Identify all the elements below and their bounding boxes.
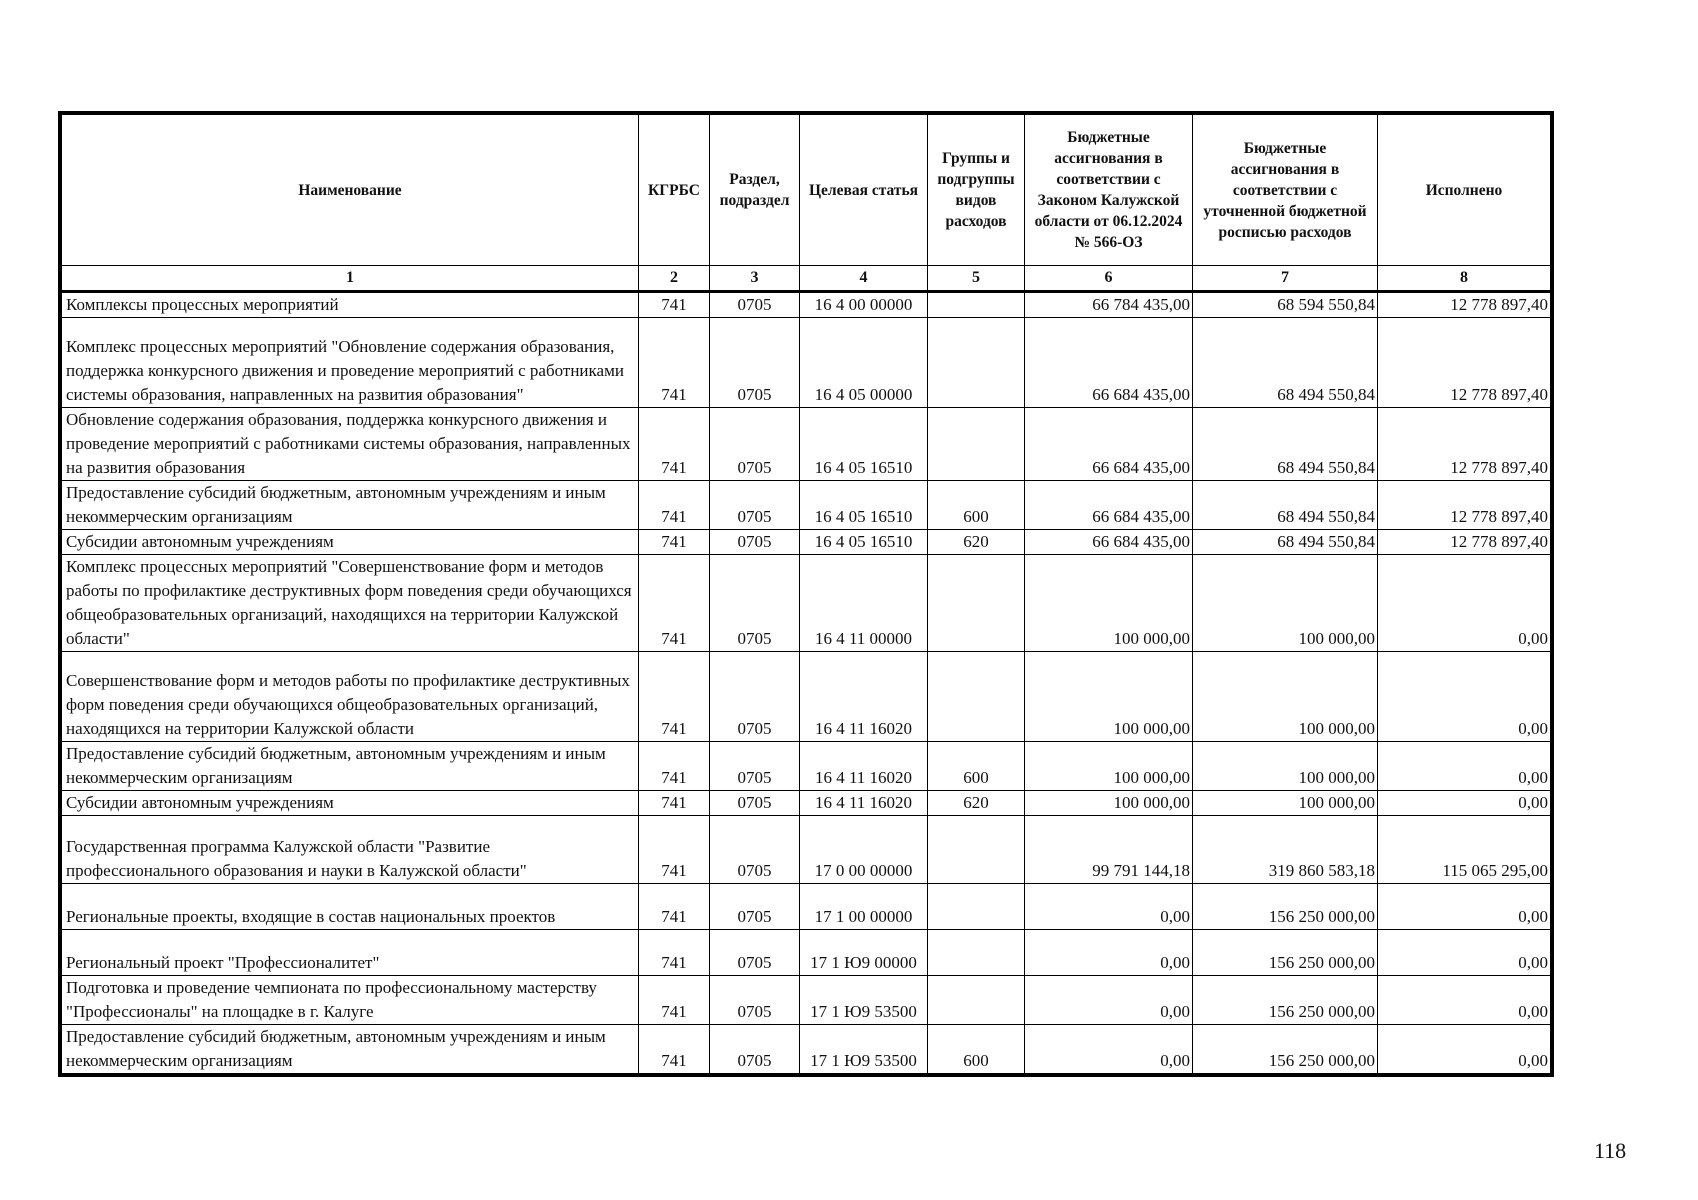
cell-name: Обновление содержания образования, поддержка конкурсного движения и проведение мероприятий с работниками системы образования, направленных на развития образования: [62, 408, 639, 481]
table-row: [62, 652, 1551, 742]
cell-executed: 12 778 897,40: [1378, 408, 1551, 481]
cell-section: 0705: [710, 930, 800, 976]
cell-expense-type: [928, 930, 1025, 976]
cell-law-allocation: 0,00: [1025, 884, 1193, 930]
cell-executed: 115 065 295,00: [1378, 816, 1551, 884]
cell-target-article: 16 4 05 00000: [800, 318, 928, 408]
column-number: 6: [1025, 266, 1193, 292]
cell-section: 0705: [710, 481, 800, 530]
cell-kgrbs: 741: [639, 318, 710, 408]
table-row: [62, 884, 1551, 930]
header-kgrbs: КГРБС: [639, 115, 710, 266]
cell-target-article: 17 1 Ю9 53500: [800, 976, 928, 1025]
cell-section: 0705: [710, 555, 800, 652]
cell-law-allocation: 100 000,00: [1025, 652, 1193, 742]
cell-executed: 12 778 897,40: [1378, 481, 1551, 530]
cell-executed: 0,00: [1378, 1025, 1551, 1074]
cell-executed: 12 778 897,40: [1378, 530, 1551, 555]
header-executed: Исполнено: [1378, 115, 1551, 266]
cell-section: 0705: [710, 976, 800, 1025]
budget-execution-table: [61, 114, 1551, 1074]
cell-law-allocation: 0,00: [1025, 930, 1193, 976]
cell-name: Субсидии автономным учреждениям: [62, 791, 639, 816]
cell-kgrbs: 741: [639, 930, 710, 976]
column-number: 3: [710, 266, 800, 292]
table-row: [62, 408, 1551, 481]
cell-expense-type: [928, 976, 1025, 1025]
cell-executed: 12 778 897,40: [1378, 318, 1551, 408]
cell-refined-allocation: 68 494 550,84: [1193, 481, 1378, 530]
cell-name: Предоставление субсидий бюджетным, автономным учреждениям и иным некоммерческим организациям: [62, 481, 639, 530]
cell-section: 0705: [710, 742, 800, 791]
cell-executed: 0,00: [1378, 884, 1551, 930]
cell-section: 0705: [710, 884, 800, 930]
cell-section: 0705: [710, 652, 800, 742]
cell-section: 0705: [710, 791, 800, 816]
table-row: [62, 555, 1551, 652]
cell-law-allocation: 66 784 435,00: [1025, 292, 1193, 318]
cell-target-article: 16 4 05 16510: [800, 408, 928, 481]
cell-executed: 0,00: [1378, 742, 1551, 791]
table-row: [62, 816, 1551, 884]
cell-section: 0705: [710, 530, 800, 555]
cell-law-allocation: 99 791 144,18: [1025, 816, 1193, 884]
cell-law-allocation: 66 684 435,00: [1025, 481, 1193, 530]
header-refined-allocations: Бюджетные ассигнования в соответствии с уточненной бюджетной росписью расходов: [1193, 115, 1378, 266]
cell-refined-allocation: 100 000,00: [1193, 652, 1378, 742]
cell-name: Подготовка и проведение чемпионата по профессиональному мастерству "Профессионалы" на площадке в г. Калуге: [62, 976, 639, 1025]
cell-executed: 0,00: [1378, 930, 1551, 976]
cell-name: Субсидии автономным учреждениям: [62, 530, 639, 555]
cell-target-article: 17 1 Ю9 53500: [800, 1025, 928, 1074]
table-row: [62, 481, 1551, 530]
cell-law-allocation: 0,00: [1025, 976, 1193, 1025]
column-number: 4: [800, 266, 928, 292]
cell-law-allocation: 0,00: [1025, 1025, 1193, 1074]
cell-target-article: 16 4 11 16020: [800, 791, 928, 816]
cell-law-allocation: 100 000,00: [1025, 791, 1193, 816]
cell-executed: 0,00: [1378, 791, 1551, 816]
table-row: [62, 976, 1551, 1025]
cell-refined-allocation: 156 250 000,00: [1193, 1025, 1378, 1074]
table-row: [62, 742, 1551, 791]
cell-section: 0705: [710, 318, 800, 408]
cell-law-allocation: 100 000,00: [1025, 555, 1193, 652]
cell-expense-type: 600: [928, 1025, 1025, 1074]
cell-kgrbs: 741: [639, 530, 710, 555]
cell-refined-allocation: 100 000,00: [1193, 791, 1378, 816]
cell-name: Государственная программа Калужской области "Развитие профессионального образования и науки в Калужской области": [62, 816, 639, 884]
cell-target-article: 17 0 00 00000: [800, 816, 928, 884]
cell-executed: 0,00: [1378, 652, 1551, 742]
cell-target-article: 16 4 11 16020: [800, 742, 928, 791]
column-number: 7: [1193, 266, 1378, 292]
cell-kgrbs: 741: [639, 481, 710, 530]
cell-name: Предоставление субсидий бюджетным, автономным учреждениям и иным некоммерческим организациям: [62, 742, 639, 791]
cell-expense-type: [928, 408, 1025, 481]
column-number: 8: [1378, 266, 1551, 292]
table-row: [62, 318, 1551, 408]
cell-refined-allocation: 156 250 000,00: [1193, 976, 1378, 1025]
column-number: 5: [928, 266, 1025, 292]
table-row: [62, 530, 1551, 555]
cell-kgrbs: 741: [639, 1025, 710, 1074]
cell-kgrbs: 741: [639, 791, 710, 816]
cell-name: Предоставление субсидий бюджетным, автономным учреждениям и иным некоммерческим организациям: [62, 1025, 639, 1074]
cell-section: 0705: [710, 408, 800, 481]
cell-refined-allocation: 100 000,00: [1193, 742, 1378, 791]
cell-expense-type: [928, 292, 1025, 318]
table-body: [62, 292, 1551, 1074]
cell-target-article: 16 4 00 00000: [800, 292, 928, 318]
cell-kgrbs: 741: [639, 976, 710, 1025]
cell-expense-type: [928, 318, 1025, 408]
cell-name: Региональные проекты, входящие в состав национальных проектов: [62, 884, 639, 930]
cell-expense-type: 620: [928, 530, 1025, 555]
cell-section: 0705: [710, 292, 800, 318]
cell-kgrbs: 741: [639, 884, 710, 930]
cell-target-article: 16 4 11 00000: [800, 555, 928, 652]
cell-executed: 12 778 897,40: [1378, 292, 1551, 318]
cell-law-allocation: 66 684 435,00: [1025, 408, 1193, 481]
cell-refined-allocation: 68 494 550,84: [1193, 530, 1378, 555]
cell-kgrbs: 741: [639, 408, 710, 481]
cell-name: Комплекс процессных мероприятий "Обновление содержания образования, поддержка конкурсного движения и проведение мероприятий с работниками системы образования, направленных на развития образования": [62, 318, 639, 408]
cell-expense-type: 600: [928, 742, 1025, 791]
cell-kgrbs: 741: [639, 816, 710, 884]
table-row: [62, 791, 1551, 816]
cell-name: Комплексы процессных мероприятий: [62, 292, 639, 318]
header-section: Раздел, подраздел: [710, 115, 800, 266]
cell-target-article: 16 4 05 16510: [800, 530, 928, 555]
cell-name: Комплекс процессных мероприятий "Совершенствование форм и методов работы по профилактике деструктивных форм поведения среди обучающихся общеобразовательных организаций, находящихся на территории Калужской области": [62, 555, 639, 652]
table-row: [62, 930, 1551, 976]
cell-kgrbs: 741: [639, 742, 710, 791]
cell-section: 0705: [710, 1025, 800, 1074]
header-law-allocations: Бюджетные ассигнования в соответствии с Законом Калужской области от 06.12.2024 № 566-ОЗ: [1025, 115, 1193, 266]
cell-executed: 0,00: [1378, 976, 1551, 1025]
header-name: Наименование: [62, 115, 639, 266]
cell-expense-type: [928, 555, 1025, 652]
cell-refined-allocation: 156 250 000,00: [1193, 884, 1378, 930]
cell-kgrbs: 741: [639, 555, 710, 652]
cell-name: Совершенствование форм и методов работы по профилактике деструктивных форм поведения среди обучающихся общеобразовательных организаций, находящихся на территории Калужской области: [62, 652, 639, 742]
cell-law-allocation: 66 684 435,00: [1025, 530, 1193, 555]
table-row: [62, 292, 1551, 318]
column-number: 1: [62, 266, 639, 292]
cell-expense-type: [928, 816, 1025, 884]
page-number: 118: [1594, 1138, 1627, 1163]
table-row: [62, 1025, 1551, 1074]
cell-refined-allocation: 68 494 550,84: [1193, 318, 1378, 408]
header-expense-type: Группы и подгруппы видов расходов: [928, 115, 1025, 266]
cell-expense-type: 620: [928, 791, 1025, 816]
cell-target-article: 16 4 05 16510: [800, 481, 928, 530]
cell-refined-allocation: 319 860 583,18: [1193, 816, 1378, 884]
header-target-article: Целевая статья: [800, 115, 928, 266]
cell-target-article: 17 1 Ю9 00000: [800, 930, 928, 976]
cell-kgrbs: 741: [639, 292, 710, 318]
column-number: 2: [639, 266, 710, 292]
cell-section: 0705: [710, 816, 800, 884]
table-header: [62, 115, 1551, 292]
cell-expense-type: [928, 884, 1025, 930]
cell-name: Региональный проект "Профессионалитет": [62, 930, 639, 976]
cell-expense-type: [928, 652, 1025, 742]
cell-refined-allocation: 100 000,00: [1193, 555, 1378, 652]
cell-kgrbs: 741: [639, 652, 710, 742]
budget-table-frame: [58, 111, 1554, 1077]
cell-target-article: 17 1 00 00000: [800, 884, 928, 930]
cell-target-article: 16 4 11 16020: [800, 652, 928, 742]
cell-law-allocation: 66 684 435,00: [1025, 318, 1193, 408]
cell-refined-allocation: 68 594 550,84: [1193, 292, 1378, 318]
cell-refined-allocation: 156 250 000,00: [1193, 930, 1378, 976]
cell-expense-type: 600: [928, 481, 1025, 530]
cell-executed: 0,00: [1378, 555, 1551, 652]
cell-law-allocation: 100 000,00: [1025, 742, 1193, 791]
cell-refined-allocation: 68 494 550,84: [1193, 408, 1378, 481]
